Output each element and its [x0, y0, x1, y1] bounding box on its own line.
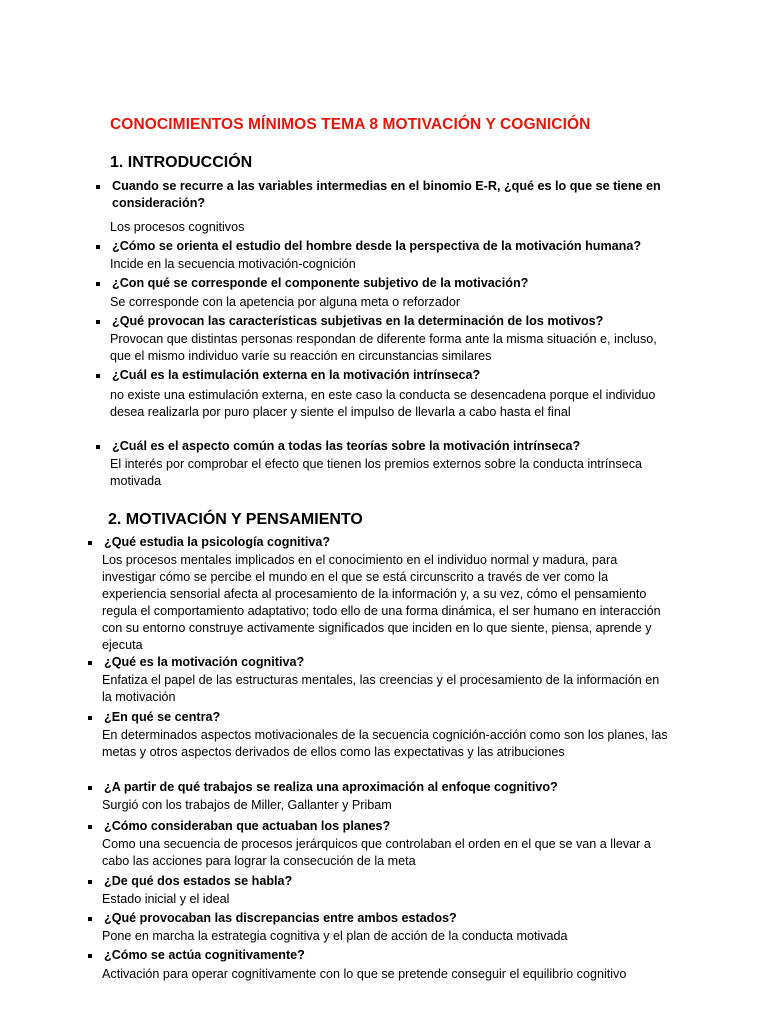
answer-text: Incide en la secuencia motivación-cognición: [110, 257, 356, 271]
answer-text: Pone en marcha la estrategia cognitiva y el plan de acción de la conducta motivada: [102, 929, 568, 943]
question-item: Cuando se recurre a las variables intermedias en el binomio E-R, ¿qué es lo que se tiene en consideración?: [96, 178, 712, 212]
question-item: ¿De qué dos estados se habla?: [88, 873, 704, 890]
question-item: ¿Cómo consideraban que actuaban los planes?: [88, 818, 704, 835]
question-item: ¿En qué se centra?: [88, 709, 704, 726]
answer-text: En determinados aspectos motivacionales de la secuencia cognición-acción como son los planes, las metas y otros aspectos derivados de ellos como las expectativas y las atribuciones: [102, 728, 668, 759]
section-heading: 1. INTRODUCCIÓN: [110, 154, 253, 171]
question-item: ¿Con qué se corresponde el componente subjetivo de la motivación?: [96, 275, 712, 292]
answer-text: Como una secuencia de procesos jerárquicos que controlaban el orden en el que se van a llevar a cabo las acciones para lograr la consecución de la meta: [102, 837, 651, 868]
question-item: ¿Qué estudia la psicología cognitiva?: [88, 534, 704, 551]
question-item: ¿Cuál es la estimulación externa en la motivación intrínseca?: [96, 367, 712, 384]
question-item: ¿Qué es la motivación cognitiva?: [88, 654, 704, 671]
question-item: ¿Cuál es el aspecto común a todas las teorías sobre la motivación intrínseca?: [96, 438, 712, 455]
answer-text: Enfatiza el papel de las estructuras mentales, las creencias y el procesamiento de la información en la motivación: [102, 673, 660, 704]
answer-text: Provocan que distintas personas respondan de diferente forma ante la misma situación e, incluso, que el mismo individuo varíe su reacción en circunstancias similares: [110, 332, 657, 363]
answer-text: no existe una estimulación externa, en este caso la conducta se desencadena porque el individuo desea realizarla por puro placer y siente el impulso de llevarla a cabo hasta el final: [110, 388, 656, 419]
question-item: ¿A partir de qué trabajos se realiza una aproximación al enfoque cognitivo?: [88, 779, 704, 796]
question-item: ¿Cómo se orienta el estudio del hombre desde la perspectiva de la motivación humana?: [96, 238, 712, 255]
answer-text: Activación para operar cognitivamente con lo que se pretende conseguir el equilibrio cognitivo: [102, 967, 627, 981]
section-heading: 2. MOTIVACIÓN Y PENSAMIENTO: [108, 511, 363, 528]
question-item: ¿Qué provocaban las discrepancias entre ambos estados?: [88, 910, 704, 927]
answer-text: Se corresponde con la apetencia por alguna meta o reforzador: [110, 295, 461, 309]
document-title: CONOCIMIENTOS MÍNIMOS TEMA 8 MOTIVACIÓN Y COGNICIÓN: [110, 116, 591, 133]
question-item: ¿Qué provocan las características subjetivas en la determinación de los motivos?: [96, 313, 712, 330]
answer-text: Los procesos mentales implicados en el conocimiento en el individuo normal y madura, para investigar cómo se percibe el mundo en el que se está circunscrito a través de ver como la experiencia sensorial afecta al procesamiento de la información y, a su vez, cómo el pensamiento regula el comportamiento adaptativo; todo ello de una forma dinámica, el ser humano en interacción con su entorno construye activamente significados que inciden en lo que siente, piensa, aprende y ejecuta: [102, 553, 661, 652]
question-item: ¿Cómo se actúa cognitivamente?: [88, 947, 704, 964]
answer-text: Los procesos cognitivos: [110, 220, 245, 234]
answer-text: Estado inicial y el ideal: [102, 892, 230, 906]
answer-text: Surgió con los trabajos de Miller, Gallanter y Pribam: [102, 798, 392, 812]
answer-text: El interés por comprobar el efecto que tienen los premios externos sobre la conducta intrínseca motivada: [110, 457, 643, 488]
